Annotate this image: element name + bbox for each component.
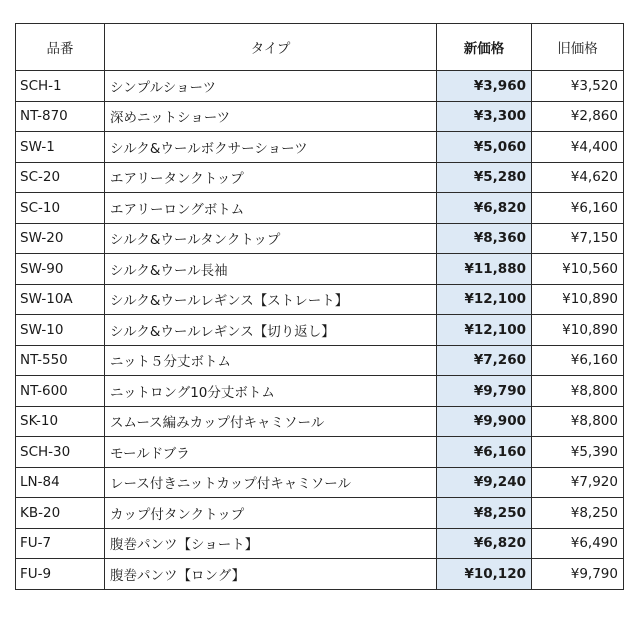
header-row xyxy=(16,24,624,71)
table-row xyxy=(16,467,624,498)
header-old-price: 旧価格 xyxy=(532,24,624,71)
table-row xyxy=(16,437,624,468)
type-cell: シルク&ウールボクサーショーツ xyxy=(105,132,437,163)
table-row xyxy=(16,223,624,254)
table-row xyxy=(16,132,624,163)
code-cell: NT-870 xyxy=(16,101,105,132)
code-cell: SC-10 xyxy=(16,193,105,224)
old-price-cell: ¥6,490 xyxy=(532,528,624,559)
new-price-cell: ¥5,060 xyxy=(437,132,532,163)
old-price-cell: ¥4,400 xyxy=(532,132,624,163)
new-price-cell: ¥10,120 xyxy=(437,559,532,590)
old-price-cell: ¥10,890 xyxy=(532,315,624,346)
header-code: 品番 xyxy=(16,24,105,71)
new-price-cell: ¥5,280 xyxy=(437,162,532,193)
code-cell: LN-84 xyxy=(16,467,105,498)
old-price-cell: ¥6,160 xyxy=(532,193,624,224)
new-price-cell: ¥3,300 xyxy=(437,101,532,132)
new-price-cell: ¥9,790 xyxy=(437,376,532,407)
table-row xyxy=(16,71,624,102)
new-price-cell: ¥12,100 xyxy=(437,284,532,315)
type-cell: 深めニットショーツ xyxy=(105,101,437,132)
code-cell: NT-600 xyxy=(16,376,105,407)
code-cell: SW-10A xyxy=(16,284,105,315)
old-price-cell: ¥10,890 xyxy=(532,284,624,315)
new-price-cell: ¥6,820 xyxy=(437,528,532,559)
table-body xyxy=(16,71,624,590)
table-row xyxy=(16,528,624,559)
table-row xyxy=(16,376,624,407)
new-price-cell: ¥11,880 xyxy=(437,254,532,285)
type-cell: シルク&ウールレギンス【ストレート】 xyxy=(105,284,437,315)
table-row xyxy=(16,345,624,376)
code-cell: SW-10 xyxy=(16,315,105,346)
table-row xyxy=(16,254,624,285)
old-price-cell: ¥5,390 xyxy=(532,437,624,468)
old-price-cell: ¥2,860 xyxy=(532,101,624,132)
type-cell: ニット５分丈ボトム xyxy=(105,345,437,376)
code-cell: KB-20 xyxy=(16,498,105,529)
code-cell: FU-9 xyxy=(16,559,105,590)
new-price-cell: ¥8,250 xyxy=(437,498,532,529)
type-cell: シルク&ウール長袖 xyxy=(105,254,437,285)
type-cell: シルク&ウールレギンス【切り返し】 xyxy=(105,315,437,346)
table-row xyxy=(16,284,624,315)
new-price-cell: ¥9,900 xyxy=(437,406,532,437)
old-price-cell: ¥6,160 xyxy=(532,345,624,376)
header-type: タイプ xyxy=(105,24,437,71)
table-row xyxy=(16,559,624,590)
old-price-cell: ¥3,520 xyxy=(532,71,624,102)
type-cell: ニットロング10分丈ボトム xyxy=(105,376,437,407)
new-price-cell: ¥7,260 xyxy=(437,345,532,376)
code-cell: SW-1 xyxy=(16,132,105,163)
type-cell: 腹巻パンツ【ショート】 xyxy=(105,528,437,559)
table-row xyxy=(16,498,624,529)
old-price-cell: ¥10,560 xyxy=(532,254,624,285)
old-price-cell: ¥4,620 xyxy=(532,162,624,193)
old-price-cell: ¥8,800 xyxy=(532,376,624,407)
table-row xyxy=(16,101,624,132)
code-cell: SW-20 xyxy=(16,223,105,254)
table-row xyxy=(16,162,624,193)
table-row xyxy=(16,406,624,437)
new-price-cell: ¥3,960 xyxy=(437,71,532,102)
code-cell: NT-550 xyxy=(16,345,105,376)
table-row xyxy=(16,193,624,224)
type-cell: レース付きニットカップ付キャミソール xyxy=(105,467,437,498)
old-price-cell: ¥9,790 xyxy=(532,559,624,590)
new-price-cell: ¥8,360 xyxy=(437,223,532,254)
table-header xyxy=(16,24,624,71)
type-cell: スムース編みカップ付キャミソール xyxy=(105,406,437,437)
code-cell: SK-10 xyxy=(16,406,105,437)
old-price-cell: ¥8,800 xyxy=(532,406,624,437)
type-cell: カップ付タンクトップ xyxy=(105,498,437,529)
type-cell: エアリータンクトップ xyxy=(105,162,437,193)
code-cell: SC-20 xyxy=(16,162,105,193)
new-price-cell: ¥6,820 xyxy=(437,193,532,224)
new-price-cell: ¥9,240 xyxy=(437,467,532,498)
type-cell: シルク&ウールタンクトップ xyxy=(105,223,437,254)
type-cell: シンプルショーツ xyxy=(105,71,437,102)
old-price-cell: ¥7,150 xyxy=(532,223,624,254)
old-price-cell: ¥7,920 xyxy=(532,467,624,498)
code-cell: SCH-30 xyxy=(16,437,105,468)
type-cell: エアリーロングボトム xyxy=(105,193,437,224)
old-price-cell: ¥8,250 xyxy=(532,498,624,529)
code-cell: SW-90 xyxy=(16,254,105,285)
type-cell: モールドブラ xyxy=(105,437,437,468)
code-cell: FU-7 xyxy=(16,528,105,559)
new-price-cell: ¥12,100 xyxy=(437,315,532,346)
new-price-cell: ¥6,160 xyxy=(437,437,532,468)
price-table xyxy=(15,23,624,590)
table-row xyxy=(16,315,624,346)
code-cell: SCH-1 xyxy=(16,71,105,102)
type-cell: 腹巻パンツ【ロング】 xyxy=(105,559,437,590)
header-new-price: 新価格 xyxy=(437,24,532,71)
